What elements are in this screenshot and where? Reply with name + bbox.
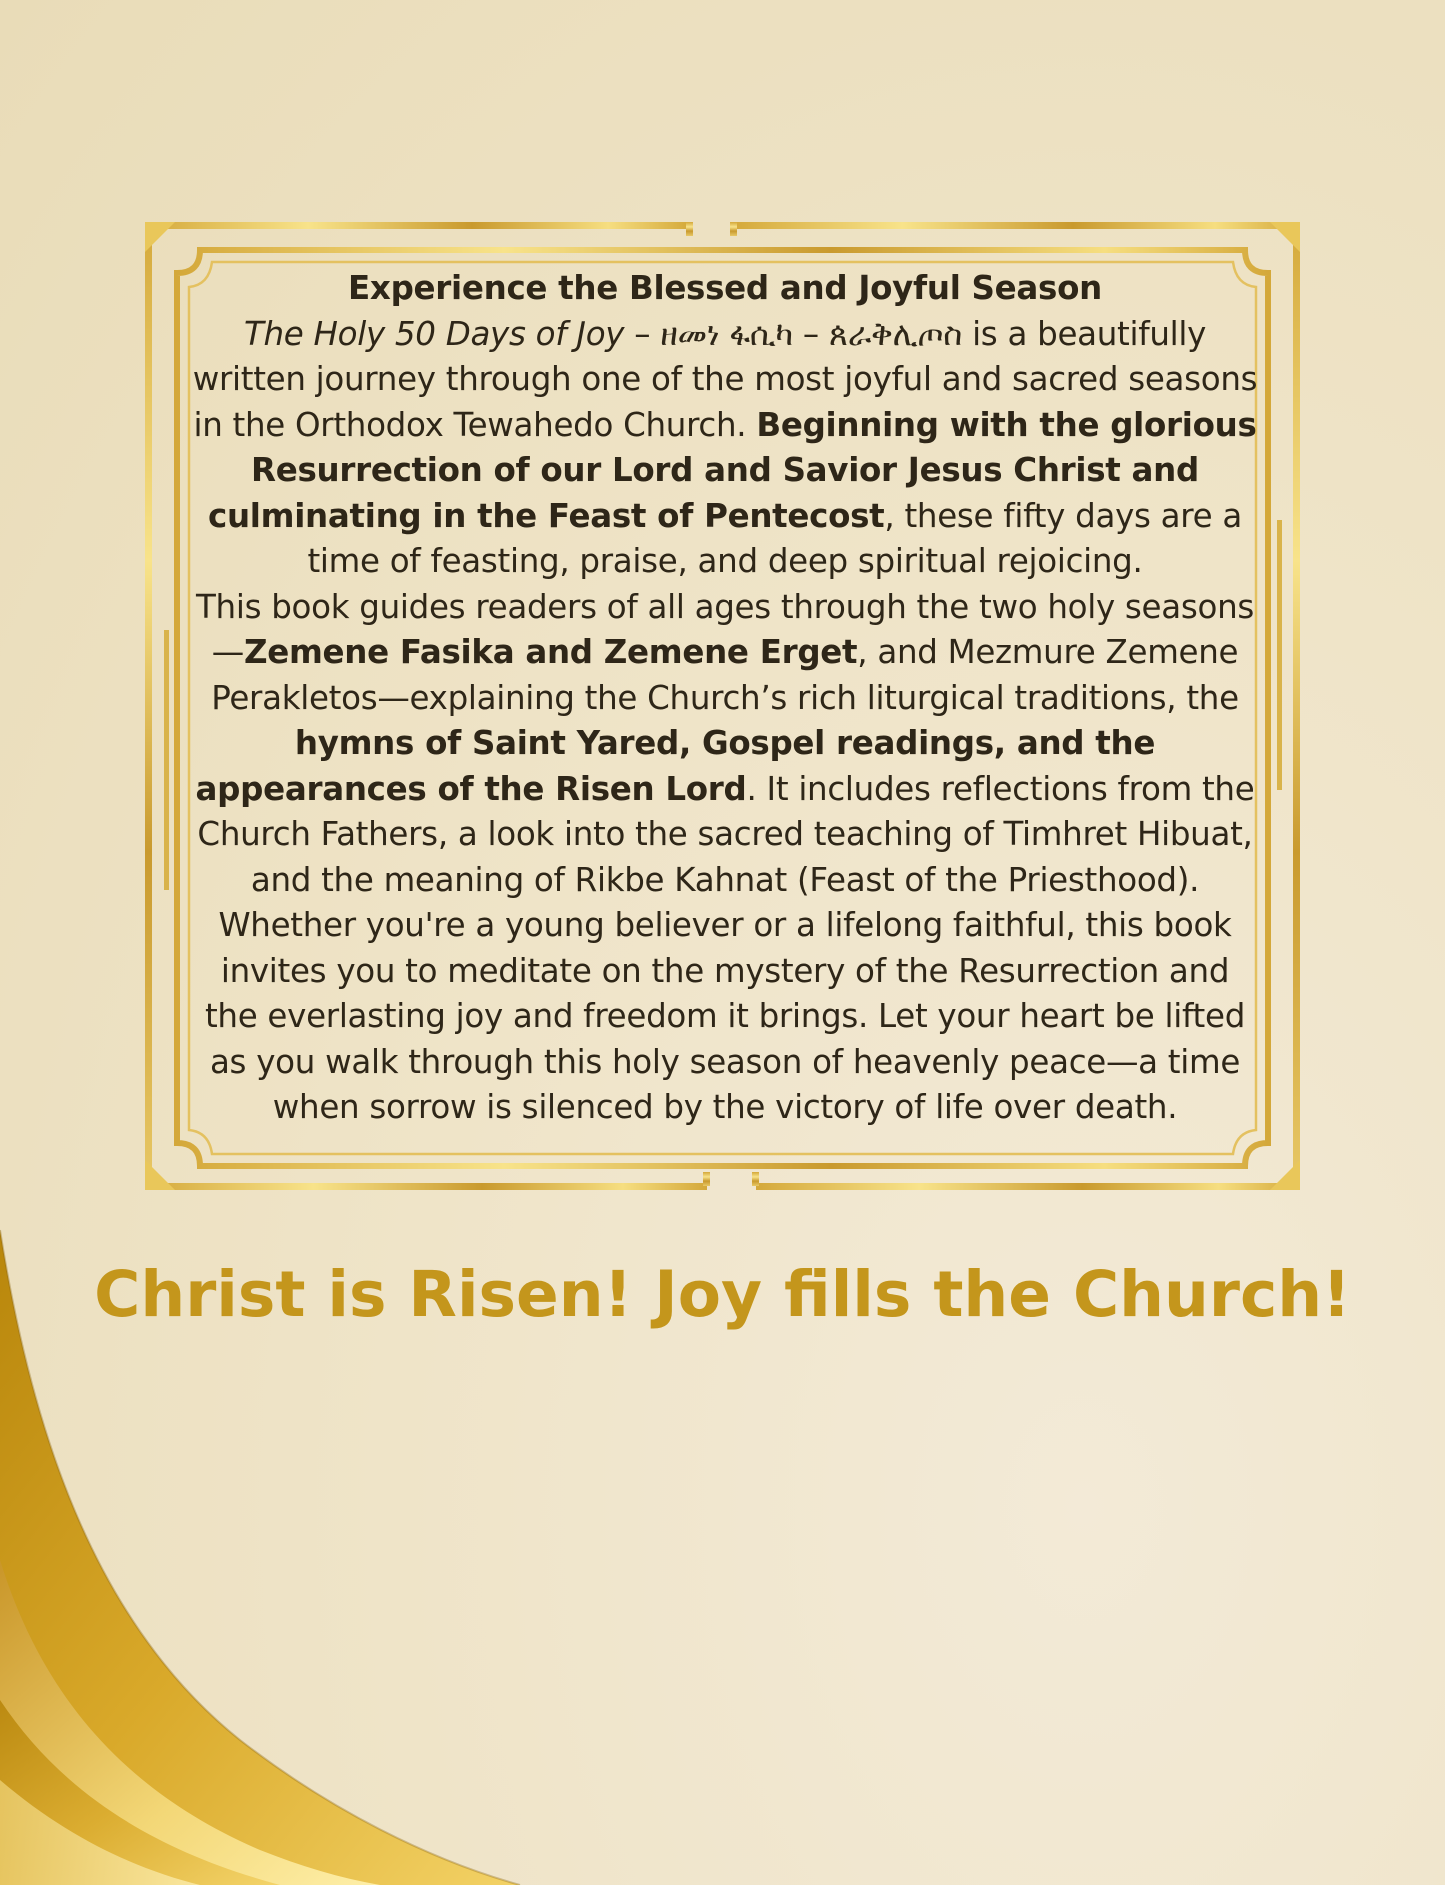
book-title: The Holy 50 Days of Joy: [243, 314, 625, 353]
tagline: Christ is Risen! Joy fills the Church!: [94, 1258, 1351, 1331]
geez-title-2: ጰራቅሊጦስ: [828, 314, 963, 353]
geez-title-1: ዘመነ ፋሲካ: [660, 314, 793, 353]
description-heading: Experience the Blessed and Joyful Season: [348, 269, 1102, 307]
description-paragraph-2: This book guides readers of all ages through the two holy seasons—Zemene Fasika and Zemene Erget, and Mezmure Zemene Perakletos—explaining the Church’s rich liturgical traditions, the hymns of Saint Yared, Gospel readings, and the appearances of the Risen Lord. It includes reflections from the Church Fathers, a look into the sacred teaching of Timhret Hibuat, and the meaning of Rikbe Kahnat (Feast of the Priesthood).: [195, 587, 1255, 899]
book-description: [190, 266, 1260, 1136]
description-paragraph-1: The Holy 50 Days of Joy – ዘመነ ፋሲካ – ጰራቅሊጦስ is a beautifully written journey through one of the most joyful and sacred seasons in the Orthodox Tewahedo Church. Beginning with the glorious Resurrection of our Lord and Savior Jesus Christ and culminating in the Feast of Pentecost, these fifty days are a time of feasting, praise, and deep spiritual rejoicing.: [192, 314, 1258, 580]
description-paragraph-3: Whether you're a young believer or a lifelong faithful, this book invites you to meditate on the mystery of the Resurrection and the everlasting joy and freedom it brings. Let your heart be lifted as you walk through this holy season of heavenly peace—a time when sorrow is silenced by the victory of life over death.: [204, 906, 1246, 1126]
